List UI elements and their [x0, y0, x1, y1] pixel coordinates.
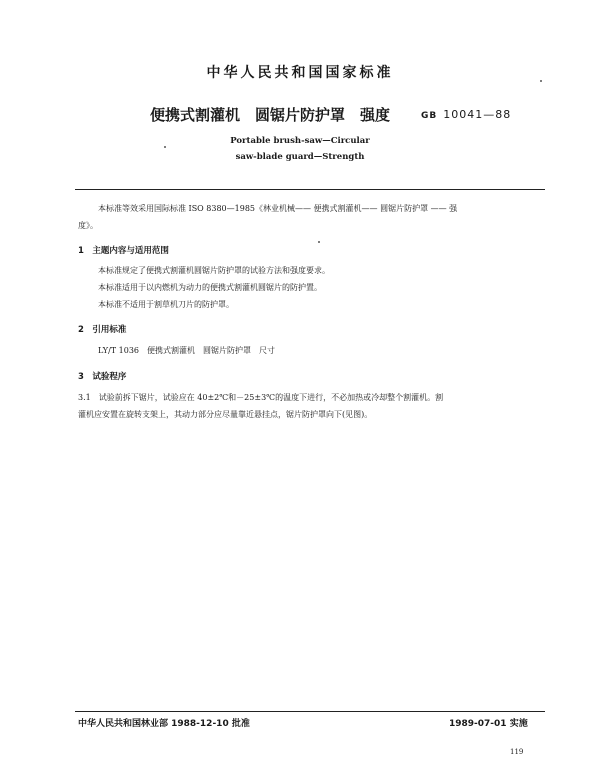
scan-speck: [318, 241, 320, 243]
footer-divider: [75, 711, 545, 712]
page-number: 119: [510, 748, 524, 756]
standard-prefix: GB: [421, 111, 438, 121]
clause-3-1-line-2: 灌机应安置在旋转支架上，其动力部分应尽量靠近悬挂点，锯片防护罩向下(见图)。: [78, 410, 373, 419]
standard-number: 10041—88: [443, 108, 512, 121]
section-2-heading: 2 引用标准: [78, 325, 127, 335]
approval-statement: 中华人民共和国林业部 1988-12-10 批准: [78, 719, 250, 729]
section-1-line-2: 本标准适用于以内燃机为动力的便携式割灌机圆锯片的防护置。: [98, 283, 322, 292]
standard-title: 便携式割灌机 圆锯片防护罩 强度: [150, 106, 391, 124]
implementation-date: 1989-07-01 实施: [449, 719, 528, 729]
section-1-heading: 1 主题内容与适用范围: [78, 246, 169, 256]
referenced-standard: LY/T 1036 便携式割灌机 圆锯片防护罩 尺寸: [98, 346, 276, 355]
country-standard-heading: 中华人民共和国国家标准: [206, 65, 394, 81]
standard-code: [421, 108, 511, 121]
scan-speck: [540, 80, 542, 82]
section-1-line-3: 本标准不适用于割草机刀片的防护罩。: [98, 300, 234, 309]
intro-line-2: 度》。: [78, 221, 98, 230]
english-title-line-2: saw-blade guard—Strength: [235, 152, 365, 162]
english-title-line-1: Portable brush-saw—Circular: [230, 136, 370, 146]
scan-speck: [164, 146, 166, 148]
header-divider: [75, 189, 545, 190]
clause-3-1-line-1: 3.1 试验前拆下锯片，试验应在 40±2℃和－25±3℃的温度下进行，不必加热或冷却整个割灌机。割: [78, 393, 444, 402]
intro-line-1: 本标准等效采用国际标准 ISO 8380—1985《林业机械—— 便携式割灌机—— 圆锯片防护罩 —— 强: [98, 204, 458, 213]
section-1-line-1: 本标准规定了便携式割灌机圆锯片防护罩的试验方法和强度要求。: [98, 266, 330, 275]
section-3-heading: 3 试验程序: [78, 372, 127, 382]
